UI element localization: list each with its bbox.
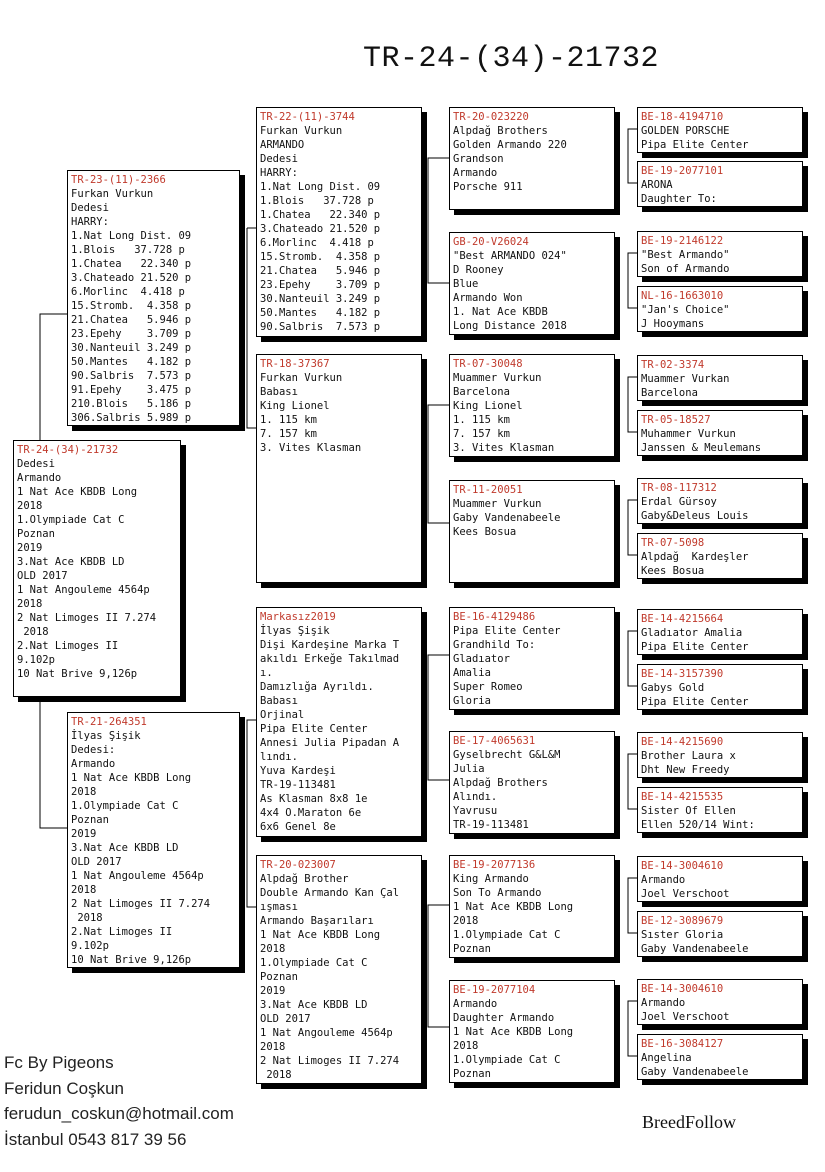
pigeon-info-line: 3. Vites Klasman: [260, 442, 362, 454]
pigeon-info-line: Gaby Vandenabeele: [641, 943, 749, 955]
pigeon-info-line: 91.Epehy 3.475 p: [71, 384, 192, 396]
ring-number: BE-17-4065631: [453, 735, 536, 747]
pigeon-info-line: 306.Salbris 5.989 p: [71, 412, 192, 424]
pigeon-info-line: Pipa Elite Center: [260, 723, 368, 735]
pigeon-info-line: King Lionel: [453, 400, 523, 412]
pigeon-info-line: Furkan Vurkun: [260, 372, 343, 384]
pigeon-info-line: Julia: [453, 763, 485, 775]
sire-card[interactable]: [67, 170, 240, 426]
pigeon-info-line: 2018: [17, 598, 43, 610]
pigeon-info-line: OLD 2017: [17, 570, 68, 582]
pigeon-info-line: OLD 2017: [260, 1013, 311, 1025]
pigeon-info-line: Double Armando Kan Çal: [260, 887, 400, 899]
gen4-card-12[interactable]: [637, 787, 803, 833]
pigeon-info-line: Gyselbrecht G&L&M: [453, 749, 561, 761]
pigeon-info-line: 1 Nat Ace KBDB Long: [17, 486, 138, 498]
brand-logo: BreedFollow: [642, 1112, 736, 1132]
pigeon-info-line: 9.102p: [17, 654, 55, 666]
pigeon-info-line: 10 Nat Brive 9,126p: [17, 668, 138, 680]
pigeon-info-line: HARRY:: [260, 167, 298, 179]
pigeon-info-line: Armando: [453, 998, 498, 1010]
pigeon-info-line: Sıster Gloria: [641, 929, 724, 941]
pigeon-info-line: Babası: [260, 695, 298, 707]
pigeon-info-line: Alpdağ Kardeşler: [641, 551, 749, 563]
pigeon-info-line: Muammer Vurkan: [641, 373, 730, 385]
pigeon-info-line: Brother Laura x: [641, 750, 736, 762]
pigeon-info-line: As Klasman 8x8 1e: [260, 793, 368, 805]
pigeon-info-line: Joel Verschoot: [641, 888, 730, 900]
ring-number: TR-07-30048: [453, 358, 523, 370]
pigeon-info-line: Kees Bosua: [453, 526, 517, 538]
pigeon-info-line: Daughter Armando: [453, 1012, 555, 1024]
pigeon-info-line: Blue: [453, 278, 479, 290]
pigeon-info-line: Armando: [641, 997, 686, 1009]
gen3-card-4[interactable]: [449, 480, 615, 583]
pigeon-info-line: Pipa Elite Center: [641, 696, 749, 708]
pigeon-info-line: 2.Nat Limoges II: [71, 926, 173, 938]
pigeon-info-line: Orjinal: [260, 709, 305, 721]
pigeon-info-line: Pipa Elite Center: [641, 641, 749, 653]
pigeon-info-line: Kees Bosua: [641, 565, 705, 577]
pigeon-info-line: 4x4 O.Maraton 6e: [260, 807, 362, 819]
pigeon-info-line: Barcelona: [453, 386, 510, 398]
pigeon-info-line: 1 Nat Angouleme 4564p: [71, 870, 204, 882]
pigeon-info-line: Armando Başarıları: [260, 915, 374, 927]
pigeon-info-line: Yuva Kardeşi: [260, 765, 336, 777]
pigeon-info-line: Dedesi: [71, 202, 109, 214]
granddam-paternal-card[interactable]: [256, 354, 422, 583]
pigeon-info-line: Babası: [260, 386, 298, 398]
gen3-card-7[interactable]: [449, 855, 615, 958]
pigeon-info-line: "Best Armando": [641, 249, 730, 261]
breeder-email[interactable]: ferudun_coskun@hotmail.com: [4, 1104, 234, 1123]
pigeon-info-line: Muhammer Vurkun: [641, 428, 736, 440]
pigeon-info-line: 1.Blois 37.728 p: [71, 244, 185, 256]
pigeon-info-line: 1.Chatea 22.340 p: [71, 258, 192, 270]
pigeon-info-line: 2 Nat Limoges II 7.274: [260, 1055, 400, 1067]
pigeon-info-line: Erdal Gürsoy: [641, 496, 717, 508]
pigeon-info-line: Poznan: [17, 528, 55, 540]
pigeon-info-line: "Jan's Choice": [641, 304, 730, 316]
pigeon-info-line: 15.Stromb. 4.358 p: [71, 300, 192, 312]
gen4-card-2[interactable]: [637, 161, 803, 207]
gen4-card-14[interactable]: [637, 911, 803, 957]
gen3-card-3[interactable]: [449, 354, 615, 457]
ring-number: BE-16-3084127: [641, 1038, 724, 1050]
pigeon-info-line: TR-19-113481: [260, 779, 336, 791]
ring-number: BE-14-4215690: [641, 736, 724, 748]
breeder-name: Feridun Coşkun: [4, 1078, 125, 1098]
pigeon-info-line: Gloria: [453, 695, 491, 707]
pigeon-info-line: Daughter To:: [641, 193, 717, 205]
ring-number: GB-20-V26024: [453, 236, 529, 248]
ring-number: BE-16-4129486: [453, 611, 536, 623]
pigeon-info-line: J Hooymans: [641, 318, 705, 330]
pigeon-info-line: Amalia: [453, 667, 491, 679]
pigeon-info-line: Porsche 911: [453, 181, 523, 193]
gen4-card-15[interactable]: [637, 979, 803, 1025]
pigeon-info-line: 1.Nat Long Dist. 09: [260, 181, 381, 193]
gen3-card-1[interactable]: [449, 107, 615, 210]
pigeon-info-line: 23.Epehy 3.709 p: [260, 279, 381, 291]
pigeon-info-line: 1. Nat Ace KBDB: [453, 306, 548, 318]
pigeon-info-line: Gladıator: [453, 653, 510, 665]
pigeon-info-line: Son of Armando: [641, 263, 730, 275]
connector-root-dam: [40, 697, 70, 828]
pigeon-info-line: Sister Of Ellen: [641, 805, 736, 817]
pigeon-info-line: Armando: [71, 758, 116, 770]
pigeon-info-line: Pipa Elite Center: [641, 139, 749, 151]
pigeon-info-line: Dht New Freedy: [641, 764, 730, 776]
pigeon-info-line: Barcelona: [641, 387, 698, 399]
pigeon-info-line: Alpdağ Brother: [260, 873, 349, 885]
pigeon-info-line: Long Distance 2018: [453, 320, 567, 332]
gen3-card-2[interactable]: [449, 232, 615, 335]
ring-number: TR-24-(34)-21732: [17, 444, 119, 456]
pigeon-info-line: 23.Epehy 3.709 p: [71, 328, 192, 340]
ring-number: TR-20-023007: [260, 859, 336, 871]
pigeon-info-line: 50.Mantes 4.182 p: [71, 356, 192, 368]
pigeon-info-line: 2018: [71, 884, 97, 896]
pigeon-info-line: 1. 115 km: [453, 414, 510, 426]
pigeon-info-line: 3.Nat Ace KBDB LD: [17, 556, 125, 568]
ring-number: BE-14-3004610: [641, 860, 724, 872]
pigeon-info-line: 3.Nat Ace KBDB LD: [71, 842, 179, 854]
pigeon-info-line: ARMANDO: [260, 139, 305, 151]
pigeon-info-line: Alındı.: [453, 791, 498, 803]
pigeon-info-line: Muammer Vurkun: [453, 498, 542, 510]
gen4-card-4[interactable]: [637, 286, 803, 332]
gen4-card-5[interactable]: [637, 355, 803, 401]
pigeon-info-line: 2018: [260, 1041, 286, 1053]
ring-number: Markasız2019: [260, 611, 336, 623]
ring-number: TR-18-37367: [260, 358, 330, 370]
ring-number: TR-11-20051: [453, 484, 523, 496]
pigeon-info-line: 3.Nat Ace KBDB LD: [260, 999, 368, 1011]
connector-root-sire: [40, 314, 70, 440]
pigeon-info-line: 30.Nanteuil 3.249 p: [260, 293, 381, 305]
pigeon-info-line: 1. 115 km: [260, 414, 317, 426]
ring-number: TR-23-(11)-2366: [71, 174, 166, 186]
pigeon-info-line: 2018: [260, 943, 286, 955]
pigeon-info-line: 1.Olympiade Cat C: [71, 800, 179, 812]
pigeon-info-line: Furkan Vurkun: [260, 125, 343, 137]
pigeon-info-line: 2018: [453, 915, 479, 927]
pigeon-info-line: Super Romeo: [453, 681, 523, 693]
pigeon-info-line: Pipa Elite Center: [453, 625, 561, 637]
ring-number: TR-05-18527: [641, 414, 711, 426]
pigeon-info-line: 1.Olympiade Cat C: [453, 1054, 561, 1066]
gen4-card-9[interactable]: [637, 609, 803, 655]
pigeon-info-line: Golden Armando 220: [453, 139, 567, 151]
pigeon-info-line: Ellen 520/14 Wint:: [641, 819, 755, 831]
ring-number: BE-19-2077104: [453, 984, 536, 996]
pigeon-info-line: İlyas Şişik: [260, 625, 330, 637]
pigeon-info-line: 1 Nat Ace KBDB Long: [453, 1026, 574, 1038]
loft-name: Fc By Pigeons: [4, 1053, 114, 1072]
pigeon-info-line: 2 Nat Limoges II 7.274: [17, 612, 157, 624]
ring-number: BE-18-4194710: [641, 111, 724, 123]
ring-number: BE-14-3004610: [641, 983, 724, 995]
root-pigeon-card[interactable]: [13, 440, 181, 697]
ring-number: TR-21-264351: [71, 716, 147, 728]
pigeon-info-line: Damızlığa Ayrıldı.: [260, 681, 374, 693]
pigeon-info-line: 1.Olympiade Cat C: [453, 929, 561, 941]
pigeon-info-line: Gladıator Amalia: [641, 627, 743, 639]
ring-number: TR-07-5098: [641, 537, 705, 549]
pigeon-info-line: Grandhild To:: [453, 639, 536, 651]
ring-number: TR-20-023220: [453, 111, 529, 123]
pigeon-info-line: Furkan Vurkun: [71, 188, 154, 200]
pigeon-info-line: Alpdağ Brothers: [453, 125, 548, 137]
pigeon-info-line: ı.: [260, 667, 273, 679]
gen3-card-8[interactable]: [449, 980, 615, 1083]
pigeon-info-line: 2018: [260, 1069, 292, 1081]
pigeon-info-line: 2019: [71, 828, 97, 840]
ring-number: BE-19-2077101: [641, 165, 724, 177]
pigeon-info-line: 2019: [17, 542, 43, 554]
ring-number: BE-14-4215664: [641, 613, 724, 625]
pigeon-info-line: 50.Mantes 4.182 p: [260, 307, 381, 319]
pigeon-info-line: Armando: [17, 472, 62, 484]
pigeon-info-line: İlyas Şişik: [71, 730, 141, 742]
gen3-card-6[interactable]: [449, 731, 615, 834]
pigeon-info-line: 210.Blois 5.186 p: [71, 398, 192, 410]
gen3-card-5[interactable]: [449, 607, 615, 710]
pigeon-info-line: 1.Olympiade Cat C: [260, 957, 368, 969]
pigeon-info-line: 21.Chatea 5.946 p: [260, 265, 381, 277]
pigeon-info-line: 1 Nat Ace KBDB Long: [71, 772, 192, 784]
ring-number: TR-02-3374: [641, 359, 705, 371]
pigeon-info-line: Joel Verschoot: [641, 1011, 730, 1023]
pigeon-info-line: King Lionel: [260, 400, 330, 412]
gen4-card-8[interactable]: [637, 533, 803, 579]
pigeon-info-line: 1 Nat Angouleme 4564p: [17, 584, 150, 596]
pigeon-info-line: HARRY:: [71, 216, 109, 228]
pigeon-info-line: 1 Nat Ace KBDB Long: [260, 929, 381, 941]
pigeon-info-line: 3. Vites Klasman: [453, 442, 555, 454]
pigeon-info-line: Muammer Vurkun: [453, 372, 542, 384]
granddam-maternal-card[interactable]: [256, 855, 422, 1084]
ring-number: NL-16-1663010: [641, 290, 724, 302]
pigeon-info-line: 1.Blois 37.728 p: [260, 195, 374, 207]
pigeon-info-line: 7. 157 km: [260, 428, 317, 440]
pigeon-info-line: Angelina: [641, 1052, 692, 1064]
pigeon-info-line: akıldı Erkeğe Takılmad: [260, 653, 400, 665]
ring-number: TR-08-117312: [641, 482, 717, 494]
pigeon-info-line: 2018: [71, 786, 97, 798]
pigeon-info-line: 2018: [453, 1040, 479, 1052]
pigeon-info-line: Dedesi: [17, 458, 55, 470]
grandsire-maternal-card[interactable]: [256, 607, 422, 837]
gen4-card-10[interactable]: [637, 664, 803, 710]
pigeon-info-line: Janssen & Meulemans: [641, 442, 762, 454]
pigeon-info-line: Son To Armando: [453, 887, 542, 899]
ring-number: BE-12-3089679: [641, 915, 724, 927]
pigeon-info-line: ARONA: [641, 179, 673, 191]
pigeon-info-line: 3.Chateado 21.520 p: [71, 272, 192, 284]
ring-number: TR-22-(11)-3744: [260, 111, 355, 123]
pigeon-info-line: 1.Nat Long Dist. 09: [71, 230, 192, 242]
pigeon-info-line: 6.Morlinc 4.418 p: [71, 286, 185, 298]
pigeon-info-line: 2018: [17, 626, 49, 638]
pigeon-info-line: 21.Chatea 5.946 p: [71, 314, 192, 326]
pigeon-info-line: King Armando: [453, 873, 529, 885]
pigeon-info-line: ışması: [260, 901, 298, 913]
gen4-card-7[interactable]: [637, 478, 803, 524]
grandsire-paternal-card[interactable]: [256, 107, 422, 337]
pigeon-info-line: Annesi Julia Pipadan A: [260, 737, 400, 749]
pigeon-info-line: 10 Nat Brive 9,126p: [71, 954, 192, 966]
pigeon-info-line: Gaby Vandenabeele: [641, 1066, 749, 1078]
gen4-card-3[interactable]: [637, 231, 803, 277]
pigeon-info-line: TR-19-113481: [453, 819, 529, 831]
gen4-card-6[interactable]: [637, 410, 803, 456]
pigeon-info-line: OLD 2017: [71, 856, 122, 868]
pigeon-info-line: 15.Stromb. 4.358 p: [260, 251, 381, 263]
pigeon-info-line: 9.102p: [71, 940, 109, 952]
pigeon-info-line: 6.Morlinc 4.418 p: [260, 237, 374, 249]
dam-card[interactable]: [67, 712, 240, 968]
pigeon-info-line: Armando: [453, 167, 498, 179]
pigeon-info-line: 1 Nat Angouleme 4564p: [260, 1027, 393, 1039]
pigeon-info-line: Poznan: [453, 943, 491, 955]
pigeon-info-line: Dedesi: [260, 153, 298, 165]
pigeon-info-line: "Best ARMANDO 024": [453, 250, 567, 262]
gen4-card-16[interactable]: [637, 1034, 803, 1080]
pigeon-info-line: lındı.: [260, 751, 298, 763]
pigeon-info-line: 2 Nat Limoges II 7.274: [71, 898, 211, 910]
pigeon-info-line: 3.Chateado 21.520 p: [260, 223, 381, 235]
pigeon-info-line: D Rooney: [453, 264, 504, 276]
gen4-card-11[interactable]: [637, 732, 803, 778]
gen4-card-1[interactable]: [637, 107, 803, 153]
pigeon-info-line: Poznan: [453, 1068, 491, 1080]
pigeon-info-line: 1.Chatea 22.340 p: [260, 209, 381, 221]
pigeon-info-line: Gaby&Deleus Louis: [641, 510, 749, 522]
pigeon-info-line: Dedesi:: [71, 744, 116, 756]
pigeon-info-line: 2018: [71, 912, 103, 924]
ring-number: BE-19-2077136: [453, 859, 536, 871]
pigeon-info-line: Gaby Vandenabeele: [453, 512, 561, 524]
gen4-card-13[interactable]: [637, 856, 803, 902]
pigeon-info-line: Poznan: [260, 971, 298, 983]
pigeon-info-line: 90.Salbris 7.573 p: [260, 321, 381, 333]
pedigree-title: TR-24-(34)-21732: [363, 42, 660, 76]
pigeon-info-line: 2018: [17, 500, 43, 512]
pigeon-info-line: 30.Nanteuil 3.249 p: [71, 342, 192, 354]
pigeon-info-line: GOLDEN PORSCHE: [641, 125, 730, 137]
pigeon-info-line: Armando: [641, 874, 686, 886]
pigeon-info-line: 2019: [260, 985, 286, 997]
ring-number: BE-14-3157390: [641, 668, 724, 680]
pigeon-info-line: 90.Salbris 7.573 p: [71, 370, 192, 382]
breeder-phone: İstanbul 0543 817 39 56: [4, 1129, 187, 1149]
pigeon-info-line: Poznan: [71, 814, 109, 826]
ring-number: BE-14-4215535: [641, 791, 724, 803]
pigeon-info-line: Gabys Gold: [641, 682, 705, 694]
ring-number: BE-19-2146122: [641, 235, 724, 247]
breeder-contact: [4, 1050, 234, 1152]
pigeon-info-line: Dişi Kardeşine Marka T: [260, 639, 400, 651]
pigeon-info-line: Alpdağ Brothers: [453, 777, 548, 789]
pigeon-info-line: 6x6 Genel 8e: [260, 821, 336, 833]
pigeon-info-line: Grandson: [453, 153, 504, 165]
pigeon-info-line: Armando Won: [453, 292, 523, 304]
pigeon-info-line: 2.Nat Limoges II: [17, 640, 119, 652]
pigeon-info-line: 1.Olympiade Cat C: [17, 514, 125, 526]
pigeon-info-line: 1 Nat Ace KBDB Long: [453, 901, 574, 913]
pigeon-info-line: Yavrusu: [453, 805, 498, 817]
pigeon-info-line: 7. 157 km: [453, 428, 510, 440]
